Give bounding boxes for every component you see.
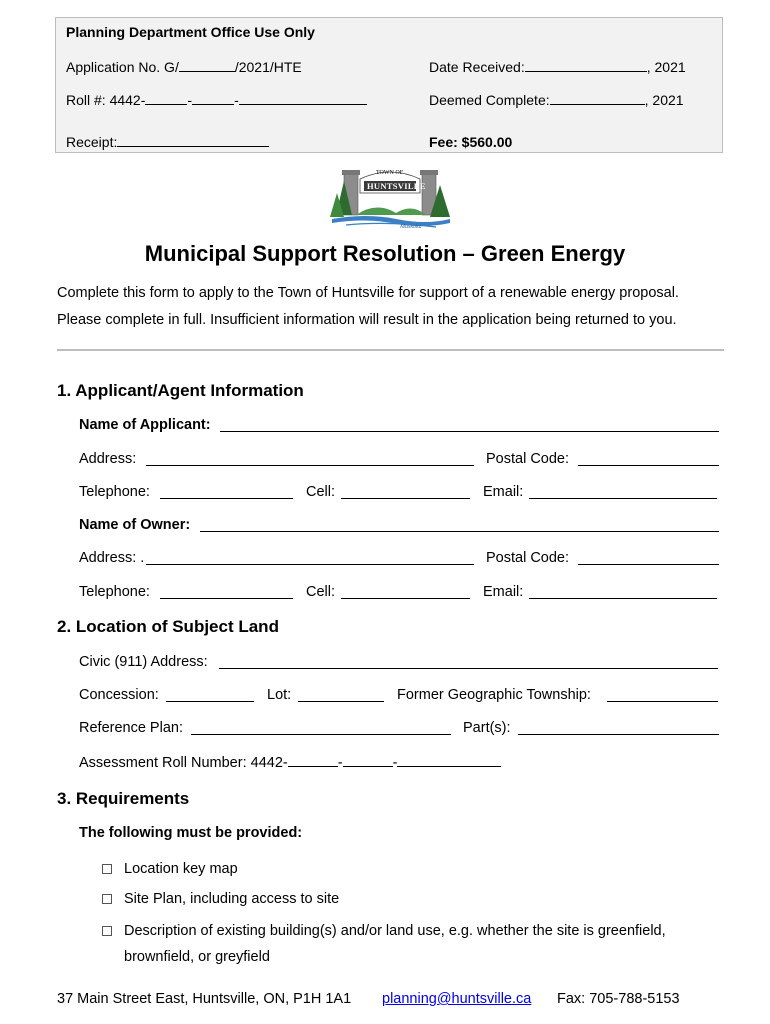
- logo-tagline: Muskoka: [400, 224, 422, 230]
- parts-label: Part(s):: [463, 720, 511, 736]
- section-heading-location: 2. Location of Subject Land: [57, 617, 279, 636]
- logo-town-of: TOWN OF: [376, 170, 404, 176]
- deemed-complete-field[interactable]: [550, 92, 645, 105]
- fee-text: Fee: $560.00: [429, 134, 513, 150]
- applicant-postal-code-field[interactable]: [578, 465, 719, 466]
- lot-label: Lot:: [267, 687, 292, 703]
- assessment-roll-field-2[interactable]: [343, 754, 393, 767]
- office-use-box: [55, 17, 723, 153]
- roll-field-1[interactable]: [145, 92, 187, 105]
- footer-email-link[interactable]: [382, 991, 531, 1007]
- applicant-address-field[interactable]: [146, 465, 474, 466]
- requirements-subheading: The following must be provided:: [79, 825, 303, 841]
- owner-postal-code-label: Postal Code:: [486, 550, 570, 566]
- date-received-field[interactable]: [525, 59, 647, 72]
- applicant-email-field[interactable]: [529, 498, 717, 499]
- owner-telephone-label: Telephone:: [79, 584, 150, 600]
- office-use-title: Planning Department Office Use Only: [66, 24, 315, 40]
- applicant-cell-label: Cell:: [306, 484, 336, 500]
- roll-row: [66, 92, 367, 108]
- roll-field-2[interactable]: [192, 92, 234, 105]
- requirement-description: Description of existing building(s) and/or land use, e.g. whether the site is greenfield,: [124, 923, 666, 939]
- applicant-cell-field[interactable]: [341, 498, 470, 499]
- intro-line-1: Complete this form to apply to the Town of Huntsville for support of a renewable energy proposal.: [57, 285, 679, 301]
- application-no-label: Application No. G/: [66, 59, 179, 75]
- page-title: Municipal Support Resolution – Green Energy: [144, 241, 626, 266]
- application-no-suffix: /2021/HTE: [234, 59, 302, 75]
- parts-field[interactable]: [518, 734, 719, 735]
- receipt-row: [66, 134, 269, 150]
- applicant-telephone-field[interactable]: [160, 498, 293, 499]
- assessment-roll-field-1[interactable]: [288, 754, 338, 767]
- owner-postal-code-field[interactable]: [578, 564, 719, 565]
- owner-cell-field[interactable]: [341, 598, 470, 599]
- name-of-applicant-field[interactable]: [220, 431, 719, 432]
- roll-field-3[interactable]: [239, 92, 367, 105]
- checkbox-description[interactable]: [102, 926, 112, 936]
- requirement-description-cont: brownfield, or greyfield: [124, 949, 270, 965]
- owner-email-field[interactable]: [529, 598, 717, 599]
- assessment-roll-dash: -: [392, 755, 398, 771]
- application-no-row: [66, 59, 302, 75]
- assessment-roll-label: Assessment Roll Number: 4442-: [79, 755, 288, 771]
- checkbox-site-plan[interactable]: [102, 894, 112, 904]
- requirement-site-plan: Site Plan, including access to site: [124, 891, 340, 907]
- civic-address-field[interactable]: [219, 668, 718, 669]
- assessment-roll-dash: -: [337, 755, 343, 771]
- date-received-row: [429, 59, 686, 75]
- requirement-location-key-map: Location key map: [124, 861, 238, 877]
- applicant-email-label: Email:: [483, 484, 524, 500]
- owner-cell-label: Cell:: [306, 584, 336, 600]
- date-received-label: Date Received:: [429, 59, 525, 75]
- lot-field[interactable]: [298, 701, 384, 702]
- receipt-field[interactable]: [117, 134, 269, 147]
- township-field[interactable]: [607, 701, 718, 702]
- footer-address: 37 Main Street East, Huntsville, ON, P1H 1A1: [57, 991, 352, 1007]
- owner-address-label: Address: .: [79, 550, 145, 566]
- town-logo: [326, 163, 454, 233]
- roll-dash: -: [187, 92, 193, 108]
- deemed-complete-label: Deemed Complete:: [429, 92, 550, 108]
- owner-address-field[interactable]: [146, 564, 474, 565]
- concession-field[interactable]: [166, 701, 254, 702]
- name-of-owner-label: Name of Owner:: [79, 517, 191, 533]
- reference-plan-label: Reference Plan:: [79, 720, 183, 736]
- footer-email[interactable]: planning@huntsville.ca: [382, 991, 532, 1007]
- township-label: Former Geographic Township:: [397, 687, 591, 703]
- deemed-complete-year: , 2021: [644, 92, 684, 108]
- applicant-postal-code-label: Postal Code:: [486, 451, 570, 467]
- concession-label: Concession:: [79, 687, 159, 703]
- assessment-roll-field-3[interactable]: [397, 754, 501, 767]
- checkbox-location-key-map[interactable]: [102, 864, 112, 874]
- footer-fax: Fax: 705-788-5153: [557, 991, 680, 1007]
- applicant-telephone-label: Telephone:: [79, 484, 150, 500]
- roll-label: Roll #: 4442-: [66, 92, 146, 108]
- section-heading-requirements: 3. Requirements: [57, 789, 190, 808]
- roll-dash: -: [234, 92, 239, 108]
- owner-telephone-field[interactable]: [160, 598, 293, 599]
- section-heading-applicant: 1. Applicant/Agent Information: [57, 381, 304, 400]
- assessment-roll-row: [79, 754, 501, 771]
- date-received-year: , 2021: [646, 59, 686, 75]
- name-of-applicant-label: Name of Applicant:: [79, 417, 211, 433]
- civic-address-label: Civic (911) Address:: [79, 654, 208, 670]
- owner-email-label: Email:: [483, 584, 524, 600]
- receipt-label: Receipt:: [66, 134, 118, 150]
- deemed-complete-row: [429, 92, 684, 108]
- reference-plan-field[interactable]: [191, 734, 451, 735]
- applicant-address-label: Address:: [79, 451, 137, 467]
- name-of-owner-field[interactable]: [200, 531, 719, 532]
- application-no-field[interactable]: [179, 59, 235, 72]
- intro-line-2: Please complete in full. Insufficient information will result in the application being returned to you.: [57, 312, 677, 328]
- logo-name: HUNTSVILLE: [367, 181, 426, 191]
- divider: [57, 349, 724, 351]
